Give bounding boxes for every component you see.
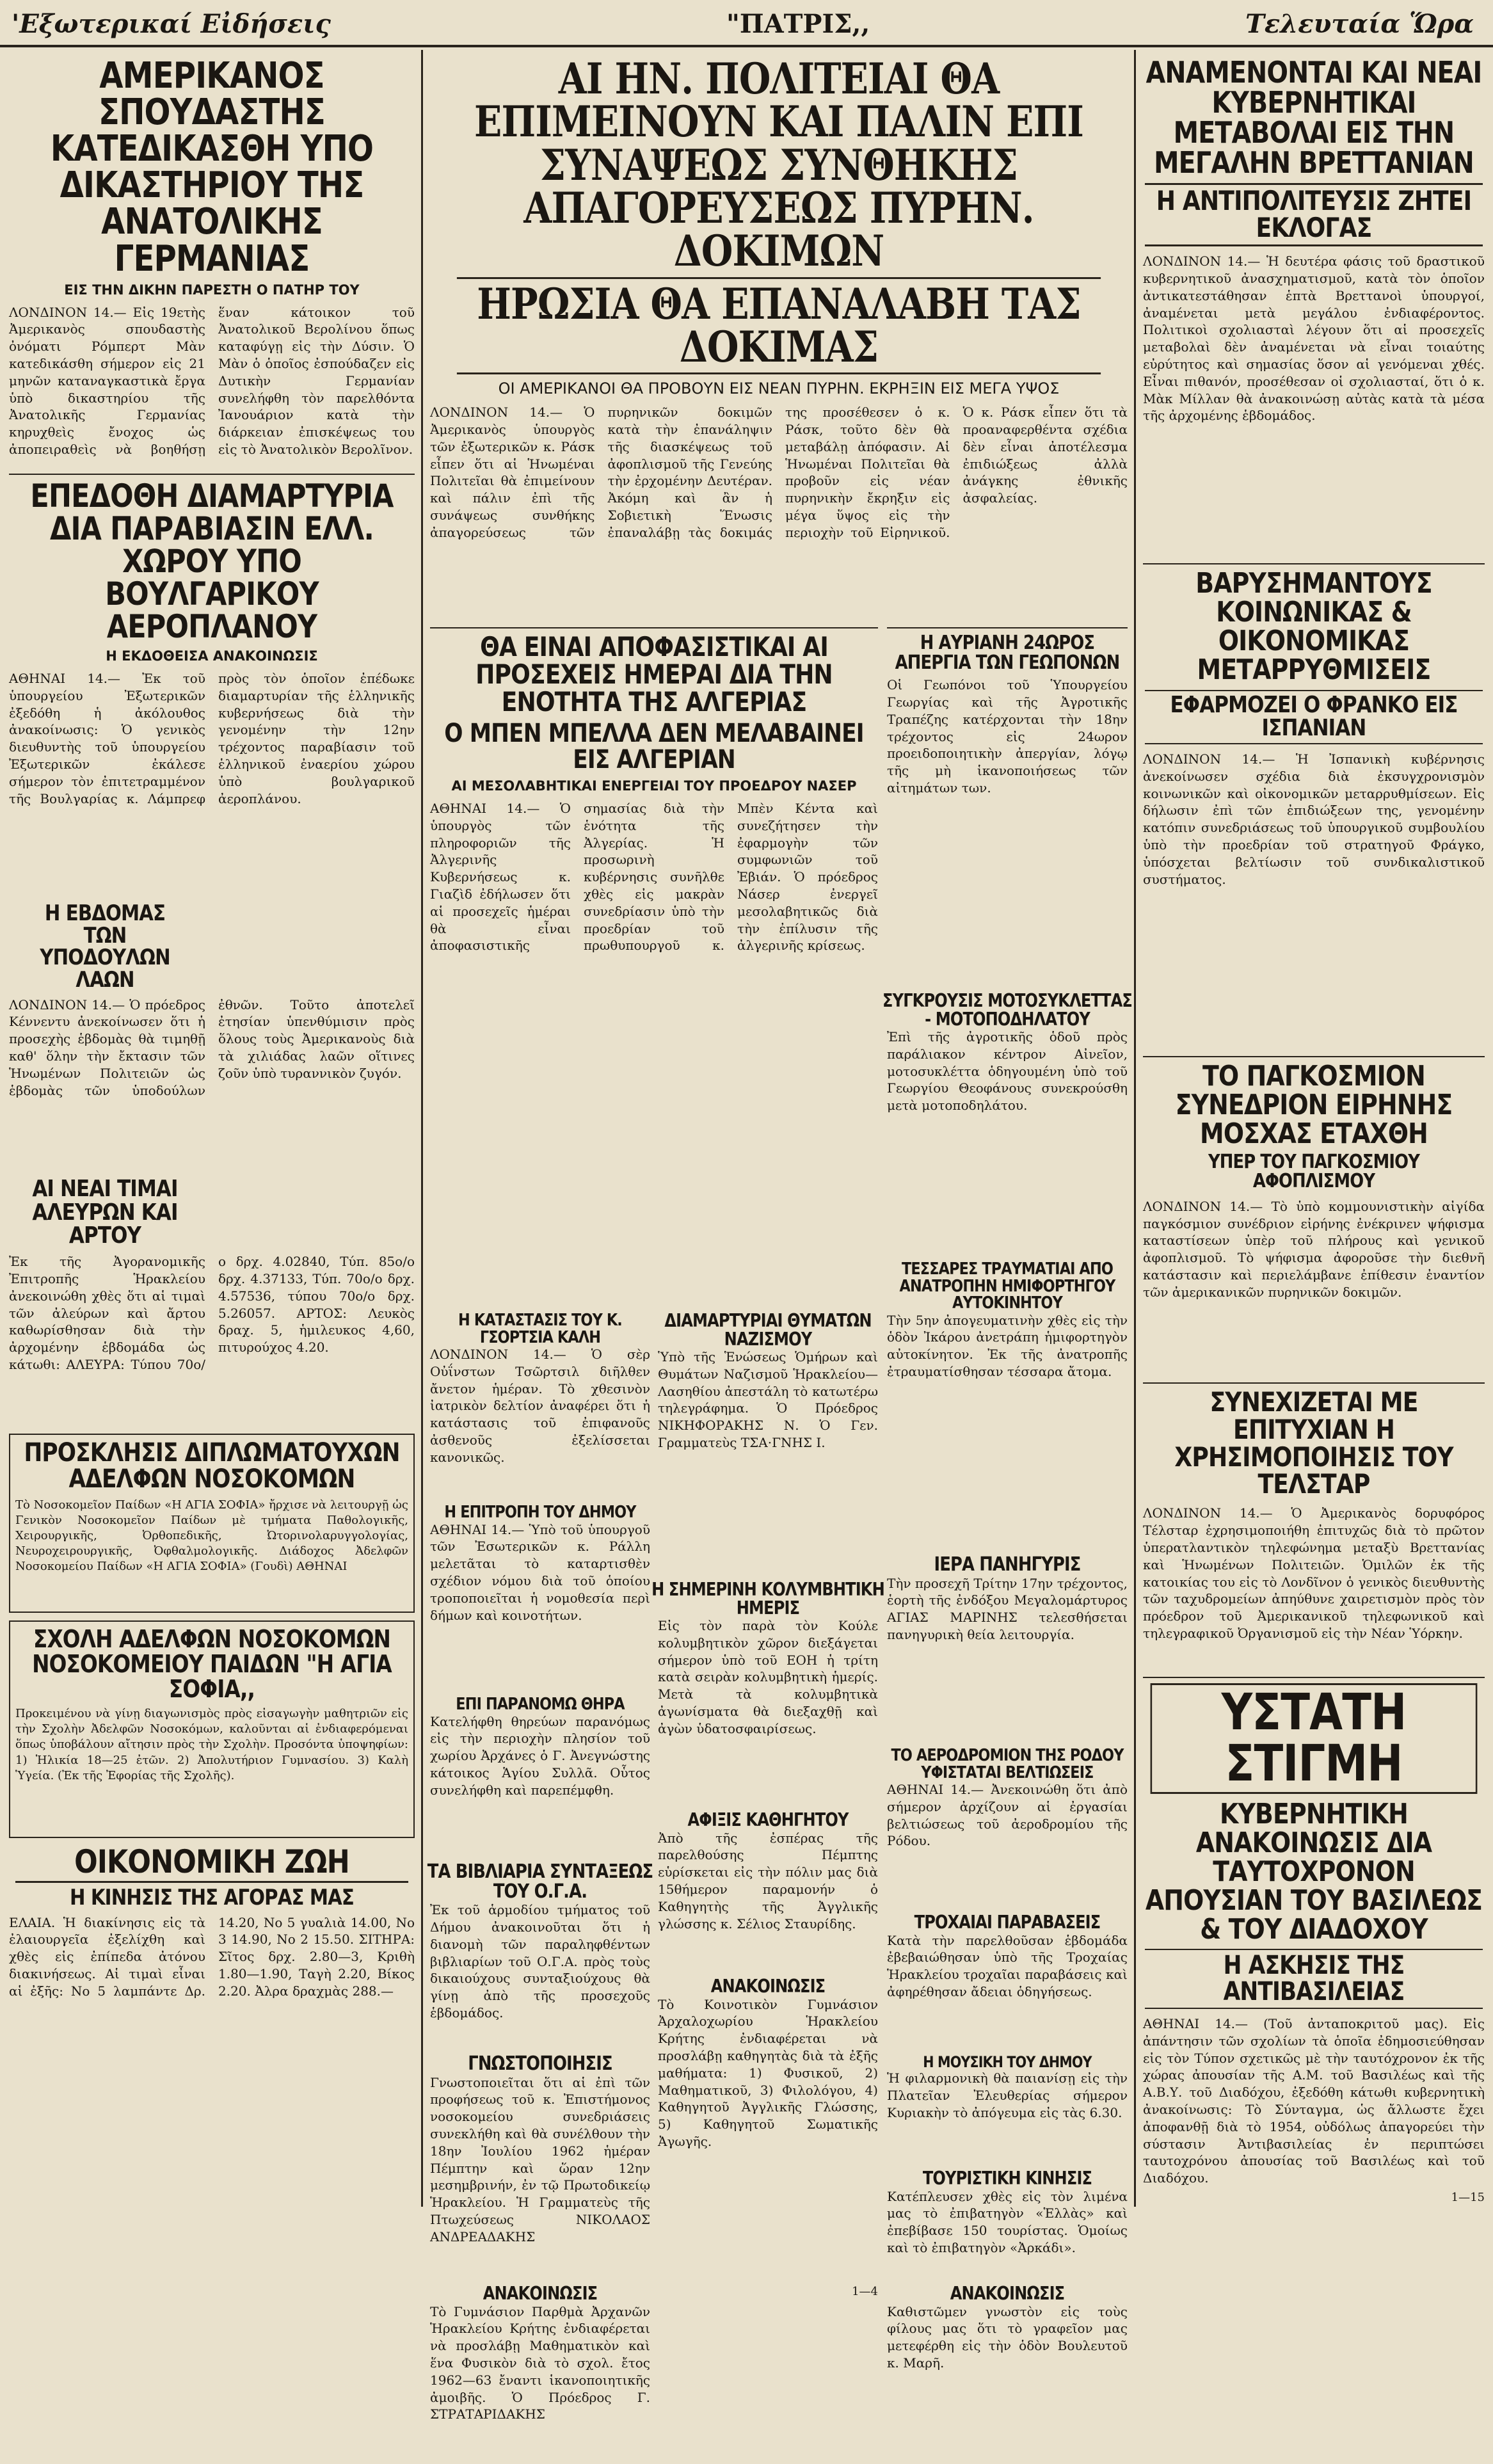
article-body: Κατὰ τὴν παρελθοῦσαν ἑβδομάδα ἐβεβαιώθησαν ὑπὸ τῆς Τροχαίας Ἡρακλείου τροχαῖαι παραβάσεις καὶ ἀφηρέθησαν ἄδειαι ὁδηγήσεως.: [887, 1932, 1128, 1999]
article-body: ΛΟΝΔΙΝΟΝ 14.— Ἡ Ἰσπανικὴ κυβέρνησις ἀνεκοίνωσεν σχέδια διὰ ἐκσυγχρονισμὸν κοινωνικῶν καὶ οἰκονομικῶν μεταρρυθμίσεων. Εἰς δήλωσιν ἐπὶ τῶν ἐπιδιώξεων της, γενομένην κατόπιν συνεδριάσεως τοῦ ὑπουργικοῦ συμβουλίου ὑπὸ τὴν προεδρίαν τοῦ στρατηγοῦ Φράγκο, ὑπόσχεται βελτίωσιν τοῦ συνδικαλιστικοῦ συστήματος.: [1143, 751, 1485, 887]
article-body: Τὴν προσεχῆ Τρίτην 17ην τρέχοντος, ἑορτὴ τῆς ἐνδόξου Μεγαλομάρτυρος ΑΓΙΑΣ ΜΑΡΙΝΗΣ τελεσθήσεται πανηγυρικὴ θεία λειτουργία.: [887, 1575, 1128, 1642]
article-feast: [887, 1555, 1128, 1747]
article-british-cabinet: [1143, 55, 1485, 563]
brief-column: [651, 1310, 884, 2464]
article-body: Οἱ Γεωπόνοι τοῦ Ὑπουργείου Γεωργίας καὶ τῆς Ἀγροτικῆς Τραπέζης κατέρχονται τὴν 18ην τρέχοντος εἰς 24ωρον προειδοποιητικὴν ἀπεργίαν, λόγῳ τῆς μὴ ἱκανοποιήσεως τῶν αἰτημάτων των.: [887, 677, 1128, 796]
headline-franco: ΕΦΑΡΜΟΖΕΙ Ο ΦΡΑΝΚΟ ΕΙΣ ΙΣΠΑΝΙΑΝ: [1145, 690, 1483, 744]
article-churchill: [430, 1312, 650, 1504]
column-rule: [421, 50, 423, 2207]
column-rule: [1134, 50, 1136, 2207]
lead-article-body: ΛΟΝΔΙΝΟΝ 14.— Ὁ Ἀμερικανὸς ὑπουργὸς τῶν ἐξωτερικῶν κ. Ράσκ εἶπεν ὅτι αἱ Ἡνωμέναι Πολιτεῖαι θὰ ἐπιμείνουν καὶ πάλιν ἐπὶ τῆς συνάψεως συνθήκης ἀπαγορεύσεως τῶν πυρηνικῶν δοκιμῶν κατὰ τὴν ἐπανάληψιν τῆς διασκέψεως τοῦ ἀφοπλισμοῦ τῆς Γενεύης τὴν ἐρχομένην Δευτέραν. Ἀκόμη καὶ ἂν ἡ Σοβιετικὴ Ἕνωσις ἐπαναλάβῃ τὰς δοκιμάς της προσέθεσεν ὁ κ. Ράσκ, τοῦτο δὲν θὰ μεταβάλῃ ἀπόφασιν. Αἱ Ἡνωμέναι Πολιτεῖαι θὰ προβοῦν εἰς νέαν πυρηνικὴν ἔκρηξιν εἰς μέγα ὕψος εἰς τὴν περιοχὴν τοῦ Εἰρηνικοῦ. Ὁ κ. Ράσκ εἶπεν ὅτι τὰ προαναφερθέντα σχέδια δὲν εἶναι ἀποτέλεσμα ἐπιδιώξεως ἀλλὰ ἀνάγκης ἐθνικῆς ἀσφαλείας.: [430, 404, 1128, 540]
headline: ΓΝΩΣΤΟΠΟΙΗΣΙΣ: [468, 2052, 612, 2075]
headline-last-minute: ΥΣΤΑΤΗ ΣΤΙΓΜΗ: [1151, 1683, 1478, 1794]
article-body: ΛΟΝΔΙΝΟΝ 14.— Ἡ δευτέρα φάσις τοῦ δραστικοῦ κυβερνητικοῦ ἀνασχηματισμοῦ, κατὰ τὸν ὁποῖον ἀντικατεστάθησαν ἑπτὰ Βρεττανοὶ ὑπουργοί, ἀναμένεται μετὰ μεγάλου ἐνδιαφέροντος. Πολιτικοὶ σχολιασταὶ λέγουν ὅτι αἱ προσεχεῖς μεταβολαὶ δὲν ἀναμένεται νὰ εἶναι τοιαύτης εὐρύτητος καὶ σημασίας ὅσον αἱ γενόμεναι χθές. Εἶναι πιθανόν, προσέθεσαν οἱ σχολιασταί, ὅτι ὁ κ. Μὰκ Μίλλαν θὰ ἀνακοινώσῃ αὐτὰς κατὰ τὰ μέσα τῆς ἀρχομένης ἑβδομάδος.: [1143, 253, 1485, 424]
article-body: ΛΟΝΔΙΝΟΝ 14.— Ὁ πρόεδρος Κέννεντυ ἀνεκοίνωσεν ὅτι ἡ προσεχὴς ἑβδομὰς θὰ τιμηθῇ καθ' ὅλην τὴν ἔκτασιν τῶν Ἡνωμένων Πολιτειῶν ὡς ἑβδομὰς τῶν ὑποδούλων ἐθνῶν. Τοῦτο ἀποτελεῖ ἐτησίαν ὑπενθύμισιν πρὸς ὅλους τοὺς Ἀμερικανοὺς διὰ τὰ χιλιάδας λαῶν οἵτινες ζοῦν ὑπὸ τυραννικὸν ζυγόν.: [9, 996, 415, 1098]
center-subcolumn-left: [427, 627, 884, 2464]
article-body: ΑΘΗΝΑΙ 14.— Ὁ ὑπουργὸς τῶν πληροφοριῶν τῆς Ἀλγερινῆς Κυβερνήσεως κ. Γιαζὶδ ἐδήλωσεν ὅτι αἱ προσεχεῖς ἡμέραι θὰ εἶναι ἀποφασιστικῆς σημασίας διὰ τὴν ἑνότητα τῆς Ἀλγερίας. Ἡ προσωρινὴ κυβέρνησις συνῆλθε χθὲς εἰς μακρὰν συνεδρίασιν ὑπὸ τὴν προεδρίαν τοῦ πρωθυπουργοῦ κ. Μπὲν Κέντα καὶ συνεζήτησεν τὴν ἐφαρμογὴν τῶν συμφωνιῶν τοῦ Ἐβιάν. Ὁ πρόεδρος Νάσερ ἐνεργεῖ μεσολαβητικῶς διὰ τὴν ἐπίλυσιν τῆς ἀλγερινῆς κρίσεως.: [430, 801, 878, 954]
article-body: ΑΘΗΝΑΙ 14.— Ἀνεκοινώθη ὅτι ἀπὸ σήμερον ἀρχίζουν αἱ ἐργασίαι βελτιώσεως τοῦ ἀεροδρομίου τῆς Ρόδου.: [887, 1782, 1128, 1849]
article-body: Ἐκ τῆς Ἀγορανομικῆς Ἐπιτροπῆς Ἡρακλείου ἀνεκοινώθη χθὲς ὅτι αἱ τιμαὶ τῶν ἀλεύρων καὶ ἄρτου καθωρίσθησαν διὰ τὴν ἀρχομένην ἑβδομάδα ὡς κάτωθι: ΑΛΕΥΡΑ: Τύπου 70ο/ο δρχ. 4.02840, Τύπ. 85ο/ο δρχ. 4.37133, Τύπ. 70ο/ο δρχ. 4.57536, τύπου 70ο/ο δρχ. 5.26057. ΑΡΤΟΣ: Λευκὸς δραχ. 5, ἡμιλευκος 4,60, πιτυρούχος 4.20.: [9, 1254, 415, 1372]
headline: ΑΝΑΚΟΙΝΩΣΙΣ: [710, 1976, 826, 1997]
article-tourist-traffic: [887, 2170, 1128, 2285]
headline: ΙΕΡΑ ΠΑΝΗΓΥΡΙΣ: [934, 1553, 1081, 1576]
article-announcement-gymnasium: [430, 2285, 650, 2464]
headline: ΑΜΕΡΙΚΑΝΟΣ ΣΠΟΥΔΑΣΤΗΣ ΚΑΤΕΔΙΚΑΣΘΗ ΥΠΟ ΔΙΚΑΣΤΗΡΙΟΥ ΤΗΣ ΑΝΑΤΟΛΙΚΗΣ ΓΕΡΜΑΝΙΑΣ: [50, 55, 374, 280]
headline: Η ΑΥΡΙΑΝΗ 24ΩΡΟΣ ΑΠΕΡΓΙΑ ΤΩΝ ΓΕΩΠΟΝΩΝ: [895, 632, 1120, 674]
headline: Η ΕΒΔΟΜΑΣ ΤΩΝ ΥΠΟΔΟΥΛΩΝ ΛΑΩΝ: [40, 900, 170, 993]
article-municipality: [430, 1504, 650, 1696]
article-announcement-office: [887, 2285, 1128, 2400]
article-body: Τὴν 5ην ἀπογευματινὴν χθὲς εἰς τὴν ὁδὸν Ἰκάρου ἀνετράπη ἡμιφορτηγὸν αὐτοκίνητον. Ἐκ τῆς ἀνατροπῆς ἐτραυματίσθησαν τέσσαρα ἄτομα.: [887, 1312, 1128, 1379]
headline: ΔΙΑΜΑΡΤΥΡΙΑΙ ΘΥΜΑΤΩΝ ΝΑΖΙΣΜΟΥ: [664, 1310, 872, 1350]
article-franco-reforms: [1143, 563, 1485, 1056]
left-column: [9, 55, 415, 2208]
article-professor-arrival: [658, 1811, 878, 1978]
article-moscow-peace-congress: [1143, 1056, 1485, 1382]
article-american-student: [9, 55, 415, 474]
center-subcolumn-right: [882, 627, 1132, 2464]
subheadline: ΕΙΣ ΤΗΝ ΔΙΚΗΝ ΠΑΡΕΣΤΗ Ο ΠΑΤΗΡ ΤΟΥ: [64, 282, 360, 298]
headline: ΑΙ ΝΕΑΙ ΤΙΜΑΙ ΑΛΕΥΡΩΝ ΚΑΙ ΑΡΤΟΥ: [32, 1176, 178, 1249]
section-label-last-hour: Τελευταία Ὥρα: [1245, 9, 1474, 39]
article-injured-truck: [887, 1261, 1128, 1555]
article-announcement-teachers: [658, 1978, 878, 2285]
headline: ΑΦΙΞΙΣ ΚΑΘΗΓΗΤΟΥ: [687, 1809, 849, 1830]
headline-regency: ΚΥΒΕΡΝΗΤΙΚΗ ΑΝΑΚΟΙΝΩΣΙΣ ΔΙΑ ΤΑΥΤΟΧΡΟΝΟΝ ΑΠΟΥΣΙΑΝ ΤΟΥ ΒΑΣΙΛΕΩΣ & ΤΟΥ ΔΙΑΔΟΧΟΥ: [1145, 1798, 1483, 1946]
headline: ΑΝΑΚΟΙΝΩΣΙΣ: [950, 2283, 1065, 2304]
article-body: ΛΟΝΔΙΝΟΝ 14.— Τὸ ὑπὸ κομμουνιστικὴν αἰγίδα παγκόσμιον συνέδριον εἰρήνης ἐνέκρινεν ψήφισμα καταστίσεων ὑπὲρ τοῦ πλήρους καὶ γενικοῦ ἀφοπλισμοῦ. Τὸ ψήφισμα ἀφοροῦσε τὴν διεθνῆ κατάστασιν καὶ περιελάμβανε ἐπίθεσιν ἐναντίον τῶν ἀμερικανικῶν πυρηνικῶν δοκιμῶν.: [1143, 1198, 1485, 1300]
headline-opposition: Η ΑΝΤΙΠΟΛΙΤΕΥΣΙΣ ΖΗΤΕΙ ΕΚΛΟΓΑΣ: [1145, 183, 1483, 247]
article-body: Γνωστοποιεῖται ὅτι αἱ ἐπὶ τῶν προφήσεως τοῦ κ. Ἐπιστήμονος νοσοκομείου συνεδριάσεις συνεκλήθη καὶ θὰ συνέλθουν τὴν 18ην Ἰουλίου 1962 ἡμέραν Πέμπτην καὶ ὥραν 12ην μεσημβρινήν, ἐν τῷ Πρωτοδικείῳ Ἡρακλείου. Ἡ Γραμματεὺς τῆς Πτωχεύσεως ΝΙΚΟΛΑΟΣ ΑΝΔΡΕΑΔΑΚΗΣ: [430, 2074, 650, 2244]
article-body: ΑΘΗΝΑΙ 14.— (Τοῦ ἀνταποκριτοῦ μας). Εἰς ἀπάντησιν τῶν σχολίων τὰ ὁποῖα ἐδημοσιεύθησαν εἰς τὸν Τύπον σχετικῶς μὲ τὴν ταυτόχρονον ἐκ τῆς χώρας ἀπουσίαν τῆς Α.Μ. τοῦ Βασιλέως καὶ τῆς Α.Β.Υ. τοῦ Διαδόχου, ἐξεδόθη κάτωθι κυβερνητικὴ ἀνακοίνωσις: Τὸ Σύνταγμα, ὡς ἄλλωστε ἔχει ἀποφανθῇ διὰ τὸ 1954, οὐδόλως ἀπαγορεύει τὴν σύστασιν Ἀντιβασιλείας ἐν περιπτώσει ταυτοχρόνου ἀπουσίας τοῦ Βασιλέως καὶ τοῦ Διαδόχου.: [1143, 2016, 1485, 2186]
article-rhodes-airport: [887, 1747, 1128, 1914]
center-column: [427, 54, 1132, 2422]
section-title: ΟΙΚΟΝΟΜΙΚΗ ΖΩΗ: [74, 1843, 349, 1880]
section-label-foreign-news: 'Εξωτερικαί Εἰδήσεις: [12, 9, 331, 39]
notice-nursing-school: [9, 1620, 415, 1838]
headline: Η ΜΟΥΣΙΚΗ ΤΟΥ ΔΗΜΟΥ: [923, 2053, 1092, 2071]
article-bulgarian-airplane: [9, 474, 415, 902]
article-body: Κατέπλευσεν χθὲς εἰς τὸν λιμένα μας τὸ ἐπιβατηγὸν «Ἑλλὰς» καὶ ἐπεβίβασε 150 τουρίστας. Ὁμοίως καὶ τὸ ἐπιβατηγὸν «Ἀρκάδι».: [887, 2188, 1128, 2255]
article-traffic-violations: [887, 1914, 1128, 2054]
headline: ΑΝΑΜΕΝΟΝΤΑΙ ΚΑΙ ΝΕΑΙ ΚΥΒΕΡΝΗΤΙΚΑΙ ΜΕΤΑΒΟΛΑΙ ΕΙΣ ΤΗΝ ΜΕΓΑΛΗΝ ΒΡΕΤΤΑΝΙΑΝ: [1146, 55, 1482, 180]
headline: ΕΠΕΔΟΘΗ ΔΙΑΜΑΡΤΥΡΙΑ ΔΙΑ ΠΑΡΑΒΙΑΣΙΝ ΕΛΛ. ΧΩΡΟΥ ΥΠΟ ΒΟΥΛΓΑΡΙΚΟΥ ΑΕΡΟΠΛΑΝΟΥ: [30, 477, 394, 645]
headline: ΤΟ ΠΑΓΚΟΣΜΙΟΝ ΣΥΝΕΔΡΙΟΝ ΕΙΡΗΝΗΣ ΜΟΣΧΑΣ ΕΤΑΧΘΗ: [1175, 1060, 1453, 1150]
headline-disarmament: ΥΠΕΡ ΤΟΥ ΠΑΓΚΟΣΜΙΟΥ ΑΦΟΠΛΙΣΜΟΥ: [1208, 1150, 1420, 1193]
article-flour-bread-prices: [9, 1178, 415, 1434]
headline: ΤΕΣΣΑΡΕΣ ΤΡΑΥΜΑΤΙΑΙ ΑΠΟ ΑΝΑΤΡΟΠΗΝ ΗΜΙΦΟΡΤΗΓΟΥ ΑΥΤΟΚΙΝΗΤΟΥ: [899, 1260, 1115, 1313]
article-body: ΛΟΝΔΙΝΟΝ 14.— Εἰς 19ετὴς Ἀμερικανὸς σπουδαστὴς ὀνόματι Ρόμπερτ Μὰν κατεδικάσθη σήμερον εἰς 21 μηνῶν καταναγκαστικὰ ἔργα ὑπὸ δικαστηρίου τῆς Ἀνατολικῆς Γερμανίας κηρυχθεὶς ἔνοχος ὡς ἀποπειραθεὶς νὰ βοηθήσῃ ἕναν κάτοικον τοῦ Ἀνατολικοῦ Βερολίνου ὅπως καταφύγῃ εἰς τὴν Δύσιν. Ὁ Μὰν ὁ ὁποῖος ἐσπούδαζεν εἰς Δυτικὴν Γερμανίαν συνελήφθη τὸν παρελθόντα Ἰανουάριον κατὰ τὴν διάρκειαν ἐπισκέψεως του εἰς τὸ Ἀνατολικὸν Βερολῖνον.: [9, 304, 415, 458]
headline: ΣΥΝΕΧΙΖΕΤΑΙ ΜΕ ΕΠΙΤΥΧΙΑΝ Η ΧΡΗΣΙΜΟΠΟΙΗΣΙΣ ΤΟΥ ΤΕΛΣΤΑΡ: [1174, 1386, 1453, 1500]
section-subtitle: Η ΚΙΝΗΣΙΣ ΤΗΣ ΑΓΟΡΑΣ ΜΑΣ: [15, 1881, 408, 1909]
article-body: Ἐκ τοῦ ἁρμοδίου τμήματος τοῦ Δήμου ἀνακοινοῦται ὅτι ἡ διανομὴ τῶν παραληφθέντων βιβλιαρίων τοῦ Ο.Γ.Α. πρὸς τοὺς δικαιούχους συνταξιούχους θὰ γίνῃ ἀπὸ τῆς προσεχοῦς ἑβδομάδος.: [430, 1902, 650, 2020]
lead-subheadline: ΟΙ ΑΜΕΡΙΚΑΝΟΙ ΘΑ ΠΡΟΒΟΥΝ ΕΙΣ ΝΕΑΝ ΠΥΡΗΝ. ΕΚΡΗΞΙΝ ΕΙΣ ΜΕΓΑ ΥΨΟΣ: [498, 380, 1060, 398]
article-illegal-hunting: [430, 1696, 650, 1862]
brief-column: [427, 1311, 653, 2464]
notice-nurses-invitation: [9, 1434, 415, 1613]
headline: ΣΥΓΚΡΟΥΣΙΣ ΜΟΤΟΣΥΚΛΕΤΤΑΣ - ΜΟΤΟΠΟΔΗΛΑΤΟΥ: [882, 990, 1132, 1030]
article-body: Τὸ Γυμνάσιον Παρθμὰ Ἀρχανῶν Ἡρακλείου Κρήτης ἐνδιαφέρεται νὰ προσλάβῃ Μαθηματικὸν καὶ ἕνα Φυσικὸν διὰ τὸ σχολ. ἔτος 1962—63 ἔναντι ἱκανοποιητικῆς ἀμοιβῆς. Ὁ Πρόεδρος Γ. ΣΤΡΑΤΑΡΙΔΑΚΗΣ: [430, 2303, 650, 2422]
article-municipal-music: [887, 2054, 1128, 2170]
article-body: Ἡ φιλαρμονικὴ θὰ παιανίσῃ εἰς τὴν Πλατεῖαν Ἐλευθερίας σήμερον Κυριακὴν τὸ ἀπόγευμα εἰς τὰς 6.30.: [887, 2070, 1128, 2121]
article-nazism-victims: [658, 1312, 878, 1581]
right-column: [1143, 55, 1485, 2208]
article-body: Τὸ Κοινοτικὸν Γυμνάσιον Ἀρχαλοχωρίου Ἡρακλείου Κρήτης ἐνδιαφέρεται νὰ προσλάβῃ καθηγητὰς διὰ τὰ ἐξῆς μαθήματα: 1) Φυσικοῦ, 2) Μαθηματικοῦ, 3) Φιλολόγου, 4) Καθηγητοῦ Ἀγγλικῆς Γλώσσης, 5) Καθηγητοῦ Σωματικῆς Ἀγωγῆς.: [658, 1996, 878, 2149]
newspaper-title: "ΠΑΤΡΙΣ,,: [726, 9, 870, 39]
article-body: ΑΘΗΝΑΙ 14.— Ὑπὸ τοῦ ὑπουργοῦ τῶν Ἐσωτερικῶν κ. Ράλλη μελετᾶται τὸ καταρτισθὲν σχέδιον νόμου διὰ τοῦ ὁποίου τροποποιεῖται ἡ νομοθεσία περὶ δήμων καὶ κοινοτήτων.: [430, 1521, 650, 1623]
footer-note: 1—15: [1451, 2191, 1485, 2205]
article-swimming-day: [651, 1579, 884, 1811]
notice-body: Προκειμένου νὰ γίνῃ διαγωνισμὸς πρὸς εἰσαγωγὴν μαθητριῶν εἰς τὴν Σχολὴν Ἀδελφῶν Νοσοκόμων, καλοῦνται αἱ ἐνδιαφερόμεναι ὅπως ὑποβάλουν αἴτησιν πρὸς τὴν Σχολὴν. Προσόντα ὑποψηφίων: 1) Ἡλικία 18—25 ἐτῶν. 2) Ἀπολυτήριον Γυμνασίου. 3) Καλὴ Ὑγεία. (Ἐκ τῆς Ἐφορίας τῆς Σχολῆς).: [15, 1707, 408, 1782]
headline: ΘΑ ΕΙΝΑΙ ΑΠΟΦΑΣΙΣΤΙΚΑΙ ΑΙ ΠΡΟΣΕΧΕΙΣ ΗΜΕΡΑΙ ΔΙΑ ΤΗΝ ΕΝΟΤΗΤΑ ΤΗΣ ΑΛΓΕΡΙΑΣ: [475, 631, 833, 717]
subheadline: ΑΙ ΜΕΣΟΛΑΒΗΤΙΚΑΙ ΕΝΕΡΓΕΙΑΙ ΤΟΥ ΠΡΟΕΔΡΟΥ ΝΑΣΕΡ: [451, 778, 857, 794]
headline: Η ΣΗΜΕΡΙΝΗ ΚΟΛΥΜΒΗΤΙΚΗ ΗΜΕΡΙΣ: [651, 1579, 884, 1619]
headline: Η ΚΑΤΑΣΤΑΣΙΣ ΤΟΥ Κ. ΓΣΟΡΤΣΙΑ ΚΑΛΗ: [458, 1311, 622, 1347]
article-body: Κατελήφθη θηρεύων παρανόμως εἰς τὴν περιοχὴν πλησίον τοῦ χωρίου Ἀρχάνες ὁ Γ. Ἀνεγνώστης κάτοικος Ἁγίου Συλλᾶ. Οὗτος συνελήφθη καὶ παρεπέμφθη.: [430, 1713, 650, 1798]
center-lower-grid: [427, 627, 1132, 2464]
headline: ΕΠΙ ΠΑΡΑΝΟΜΩ ΘΗΡΑ: [456, 1695, 625, 1714]
headline: ΣΧΟΛΗ ΑΔΕΛΦΩΝ ΝΟΣΟΚΟΜΩΝ ΝΟΣΟΚΟΜΕΙΟΥ ΠΑΙΔΩΝ "Η ΑΓΙΑ ΣΟΦΙΑ,,: [32, 1625, 392, 1703]
section-economic-life: [9, 1843, 415, 2089]
market-body: ΕΛΑΙΑ. Ἡ διακίνησις εἰς τὰ ἐλαιουργεῖα ἐξελίχθη καὶ χθὲς εἰς ἐπίπεδα ἀτόνου διακινήσεως. Αἱ τιμαὶ εἶναι αἱ ἐξῆς: No 5 λαμπάντε Δρ. 14.20, No 5 γυαλιὰ 14.00, No 3 14.90, No 2 15.50. ΣΙΤΗΡΑ: Σῖτος δρχ. 2.80—3, Κριθὴ 1.80—1.90, Ταγὴ 2.20, Βίκος 2.20. Ἀλρα δραχμὰς 288.—: [9, 1914, 415, 1999]
headline: ΤΡΟΧΑΙΑΙ ΠΑΡΑΒΑΣΕΙΣ: [914, 1912, 1101, 1933]
lead-headline: ΑΙ ΗΝ. ΠΟΛΙΤΕΙΑΙ ΘΑ ΕΠΙΜΕΙΝΟΥΝ ΚΑΙ ΠΑΛΙΝ ΕΠΙ ΣΥΝΑΨΕΩΣ ΣΥΝΘΗΚΗΣ ΑΠΑΓΟΡΕΥΣΕΩΣ ΠΥΡΗΝ. ΔΟΚΙΜΩΝ: [474, 54, 1083, 276]
article-body: Ἐπὶ τῆς ἀγροτικῆς ὁδοῦ πρὸς παράλιακον κέντρον Αἰνεῖον, μοτοσυκλέττα ὁδηγουμένη ὑπὸ τοῦ Γεωργίου Θεοφάνους συνεκρούσθη μετὰ μοτοποδηλάτου.: [887, 1029, 1128, 1114]
subheadline: Η ΕΚΔΟΘΕΙΣΑ ΑΝΑΚΟΙΝΩΣΙΣ: [106, 648, 318, 664]
article-body: Καθιστῶμεν γνωστὸν εἰς τοὺς φίλους μας ὅτι τὸ γραφεῖον μας μετεφέρθη εἰς τὴν ὁδὸν Βουλευτοῦ κ. Μαρῆ.: [887, 2303, 1128, 2371]
masthead: [0, 0, 1493, 45]
article-last-minute: [1143, 1677, 1485, 2221]
article-motorcycle-collision: [882, 990, 1132, 1261]
headline: ΠΡΟΣΚΛΗΣΙΣ ΔΙΠΛΩΜΑΤΟΥΧΩΝ ΑΔΕΛΦΩΝ ΝΟΣΟΚΟΜΩΝ: [24, 1438, 400, 1494]
article-telstar: [1143, 1382, 1485, 1677]
article-body: Εἰς τὸν παρὰ τὸν Κούλε κολυμβητικὸν χῶρον διεξάγεται σήμερον ὑπὸ τοῦ ΕΟΗ ἡ τρίτη κατὰ σειρὰν κολυμβητικὴ ἡμερίς. Μετὰ τὰ κολυμβητικὰ ἀγωνίσματα θὰ διεξαχθῇ καὶ ἀγὼν ὑδατοσφαιρίσεως.: [658, 1618, 878, 1736]
headline: ΑΝΑΚΟΙΝΩΣΙΣ: [483, 2283, 598, 2304]
article-body: ΛΟΝΔΙΝΟΝ 14.— Ὁ σὲρ Οὐΐνστων Τσῶρτσιλ διῆλθεν ἄνετον ἡμέραν. Τὸ χθεσινὸν ἰατρικὸν δελτίον ἀναφέρει ὅτι ἡ κατάστασις τοῦ ἐπιφανοῦς ἀσθενοῦς ἐξελίσσεται κανονικῶς.: [430, 1347, 650, 1465]
article-oga-booklets: [427, 1860, 653, 2054]
article-algeria: [430, 627, 878, 1312]
masthead-rule: [0, 45, 1493, 47]
article-body: Ὑπὸ τῆς Ἑνώσεως Ὁμήρων καὶ Θυμάτων Ναζισμοῦ Ἡρακλείου—Λασηθίου ἀπεστάλη τὸ κατωτέρω τηλεγράφημα. Ὁ Πρόεδρος ΝΙΚΗΦΟΡΑΚΗΣ Ν. Ὁ Γεν. Γραμματεὺς ΤΣΑ·ΓΝΗΣ Ι.: [658, 1349, 878, 1451]
headline: ΒΑΡΥΣΗΜΑΝΤΟΥΣ ΚΟΙΝΩΝΙΚΑΣ & ΟΙΚΟΝΟΜΙΚΑΣ ΜΕΤΑΡΡΥΘΜΙΣΕΙΣ: [1195, 567, 1432, 686]
headline-regency-exercise: Η ΑΣΚΗΣΙΣ ΤΗΣ ΑΝΤΙΒΑΣΙΛΕΙΑΣ: [1145, 1949, 1483, 2009]
headline-ben-bella: Ο ΜΠΕΝ ΜΠΕΛΛΑ ΔΕΝ ΜΕΛΑΒΑΙΝΕΙ ΕΙΣ ΑΛΓΕΡΙΑΝ: [444, 719, 864, 775]
article-agronomists-strike: [887, 627, 1128, 992]
headline: ΤΑ ΒΙΒΛΙΑΡΙΑ ΣΥΝΤΑΞΕΩΣ ΤΟΥ Ο.Γ.Α.: [427, 1860, 653, 1903]
notice-body: Τὸ Νοσοκομεῖον Παίδων «Η ΑΓΙΑ ΣΟΦΙΑ» ἤρχισε νὰ λειτουργῇ ὡς Γενικὸν Νοσοκομεῖον Παίδων μὲ τμήματα Παθολογικῆς, Χειρουργικῆς, Ὀρθοπεδικῆς, Ὠτορινολαρυγγολογίας, Νευροχειρουργικῆς, Ὀφθαλμολογικῆς. Διάδοχος Ἀδελφῶν Νοσοκομείου Παίδων «Η ΑΓΙΑ ΣΟΦΙΑ» (Γουδὶ) ΑΘΗΝΑΙ: [15, 1498, 408, 1574]
article-body: Ἀπὸ τῆς ἐσπέρας τῆς παρελθούσης Πέμπτης εὑρίσκεται εἰς τὴν πόλιν μας διὰ 15θήμερον παραμονήν ὁ Καθηγητὴς τῆς Ἀγγλικῆς γλώσσης κ. Σέλιος Σταυρίδης.: [658, 1830, 878, 1932]
center-briefs-row-1: [427, 1310, 884, 2464]
article-notification: [430, 2054, 650, 2285]
article-body: ΛΟΝΔΙΝΟΝ 14.— Ὁ Ἀμερικανὸς δορυφόρος Τέλσταρ ἐχρησιμοποιήθη ἐπιτυχῶς διὰ τὸ πρῶτον ὑπερατλαντικὸν τηλεφώνημα μεταξὺ Βρεττανίας καὶ Ἡνωμένων Πολιτειῶν. Ὁμιλῶν ἐκ τῆς κατοικίας του εἰς τὸ Λονδῖνον ὁ γενικὸς διευθυντὴς τῶν ταχυδρομείων ἀπηύθυνε χαιρετισμὸν πρὸς τὸν πρόεδρον τοῦ Ἀμερικανικοῦ τηλεφωνικοῦ καὶ τηλεγραφικοῦ Ὀργανισμοῦ εἰς τὴν Νέαν Ὑόρκην.: [1143, 1505, 1485, 1641]
headline: ΤΟΥΡΙΣΤΙΚΗ ΚΙΝΗΣΙΣ: [922, 2168, 1092, 2189]
article-captive-nations-week: [9, 902, 415, 1178]
lead-headline-russia: ΗΡΩΣΙΑ ΘΑ ΕΠΑΝΑΛΑΒΗ ΤΑΣ ΔΟΚΙΜΑΣ: [457, 277, 1101, 375]
headline: ΤΟ ΑΕΡΟΔΡΟΜΙΟΝ ΤΗΣ ΡΟΔΟΥ ΥΦΙΣΤΑΤΑΙ ΒΕΛΤΙΩΣΕΙΣ: [891, 1746, 1124, 1782]
lead-article-nuclear-tests: [430, 54, 1128, 627]
footer-note: 1—4: [852, 2285, 878, 2298]
headline: Η ΕΠΙΤΡΟΠΗ ΤΟΥ ΔΗΜΟΥ: [444, 1503, 636, 1522]
article-body: ΑΘΗΝΑΙ 14.— Ἐκ τοῦ ὑπουργείου Ἐξωτερικῶν ἐξεδόθη ἡ ἀκόλουθος ἀνακοίνωσις: Ὁ γενικὸς διευθυντὴς τοῦ ὑπουργείου Ἐξωτερικῶν ἐκάλεσε σήμερον τὸν ἐπιτετραμμένον τῆς Βουλγαρίας κ. Λάμπρεφ πρὸς τὸν ὁποῖον ἐπέδωκε διαμαρτυρίαν τῆς ἑλληνικῆς κυβερνήσεως διὰ τὴν γενομένην τὴν 12ην τρέχοντος παραβίασιν τοῦ ἑλληνικοῦ ἐναερίου χώρου ὑπὸ βουλγαρικοῦ ἀεροπλάνου.: [9, 671, 415, 806]
